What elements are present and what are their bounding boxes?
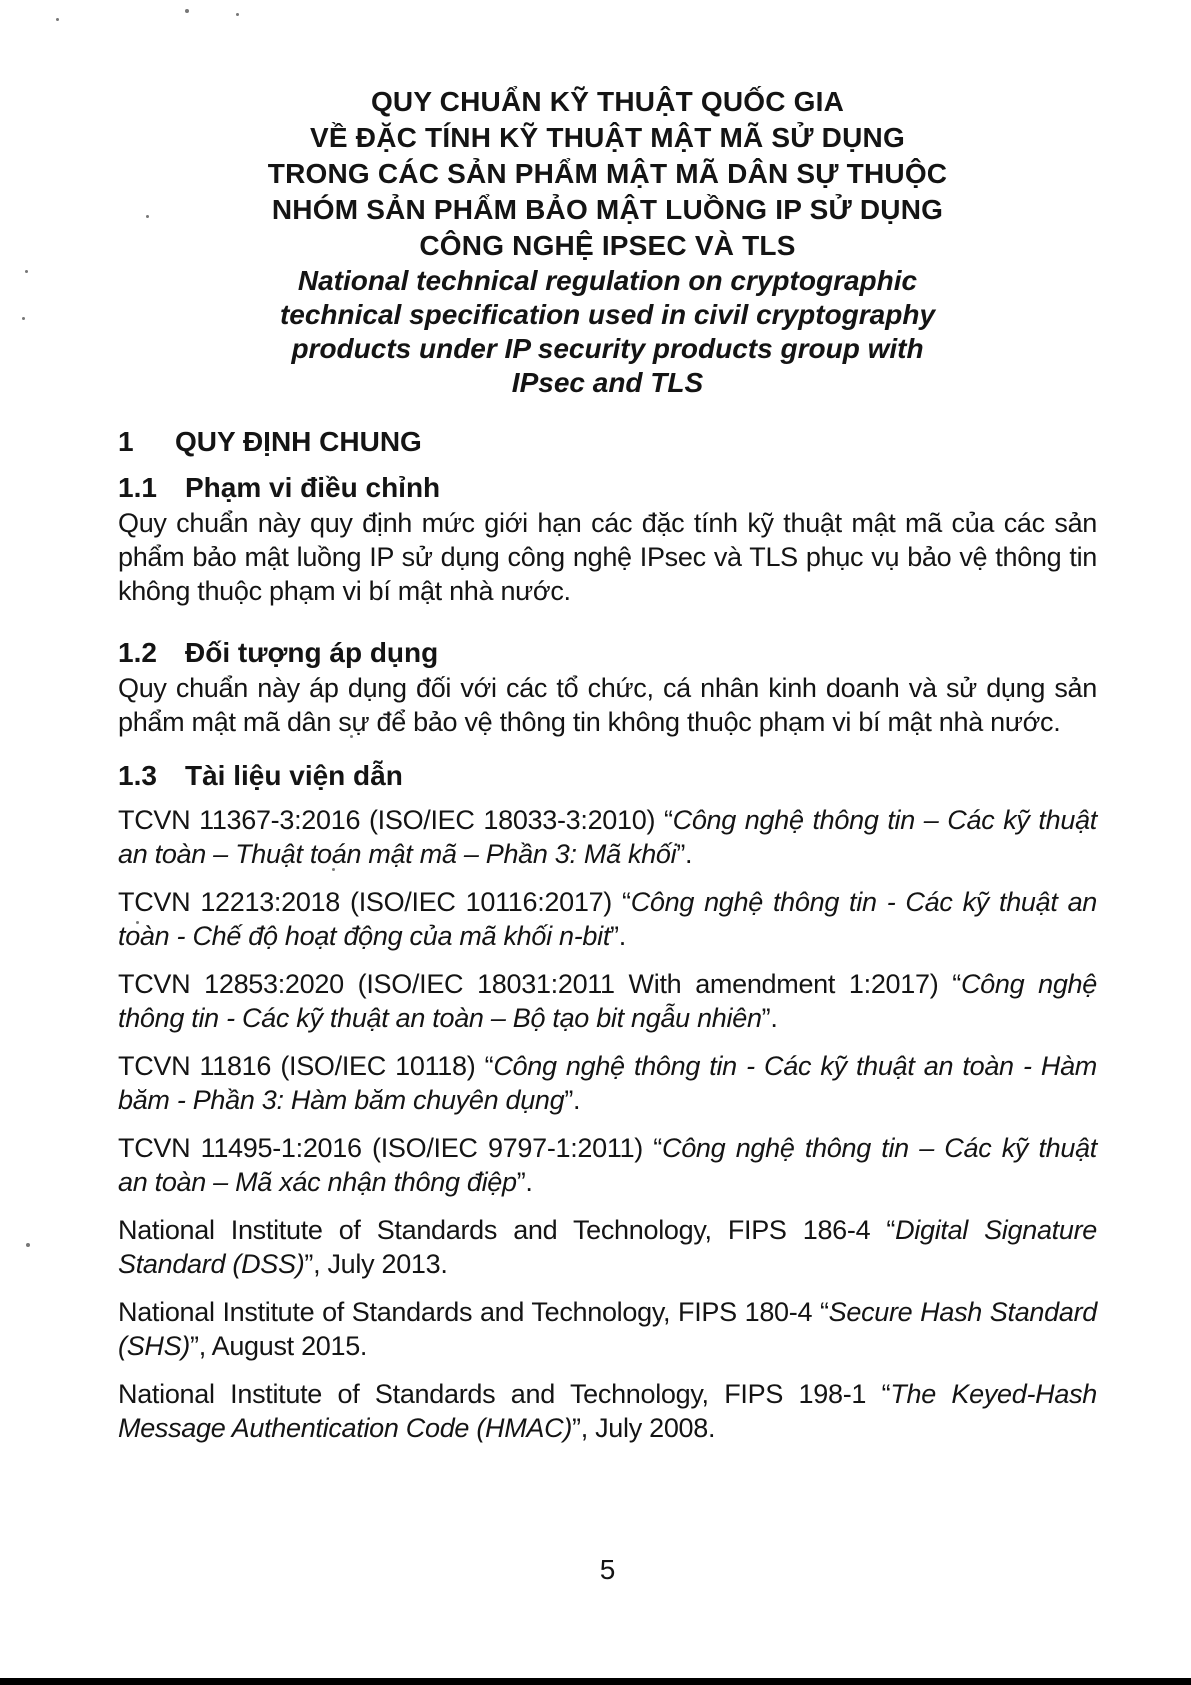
reference-text: ”, August 2015. bbox=[190, 1331, 368, 1361]
section-heading-text: Phạm vi điều chỉnh bbox=[185, 472, 441, 503]
title-line: NHÓM SẢN PHẨM BẢO MẬT LUỒNG IP SỬ DỤNG bbox=[271, 194, 944, 225]
subtitle-line: National technical regulation on cryptographic bbox=[297, 265, 918, 296]
subtitle-line: IPsec and TLS bbox=[511, 367, 704, 398]
reference-item bbox=[118, 967, 1097, 1035]
section-heading-text: Tài liệu viện dẫn bbox=[185, 760, 403, 791]
document-title bbox=[118, 84, 1097, 264]
reference-item bbox=[118, 1049, 1097, 1117]
section-heading-references bbox=[118, 758, 1097, 794]
reference-text: ”. bbox=[516, 1167, 533, 1197]
reference-item bbox=[118, 1295, 1097, 1363]
subtitle-line: products under IP security products group with bbox=[291, 333, 924, 364]
section-number: 1 bbox=[118, 426, 134, 457]
reference-title-italic: Công nghệ thông tin - Các kỹ thuật an toàn - Chế độ hoạt động của mã khối n-bit bbox=[118, 887, 1098, 951]
scan-speck bbox=[25, 270, 28, 273]
title-line: QUY CHUẨN KỸ THUẬT QUỐC GIA bbox=[370, 86, 845, 117]
reference-title-italic: Digital Signature Standard (DSS) bbox=[118, 1215, 1097, 1279]
reference-item bbox=[118, 885, 1097, 953]
paragraph-scope: Quy chuẩn này quy định mức giới hạn các đặc tính kỹ thuật mật mã của các sản phẩm bảo mật luồng IP sử dụng công nghệ IPsec và TLS phục vụ bảo vệ thông tin không thuộc phạm vi bí mật nhà nước. bbox=[118, 508, 1097, 606]
reference-item bbox=[118, 1213, 1097, 1281]
section-heading-text: Đối tượng áp dụng bbox=[185, 637, 439, 668]
section-number: 1.1 bbox=[118, 472, 157, 503]
reference-item bbox=[118, 803, 1097, 871]
reference-text: TCVN 11816 (ISO/IEC 10118) “ bbox=[118, 1051, 494, 1081]
reference-text: National Institute of Standards and Technology, FIPS 198-1 “ bbox=[118, 1379, 891, 1409]
reference-item bbox=[118, 1377, 1097, 1445]
reference-text: ”, July 2008. bbox=[572, 1413, 716, 1443]
scan-speck bbox=[22, 317, 25, 320]
references-list bbox=[118, 803, 1097, 1445]
scan-speck bbox=[185, 9, 189, 13]
document-content bbox=[118, 84, 1097, 1445]
reference-text: ”. bbox=[761, 1003, 778, 1033]
page-bottom-rule bbox=[0, 1678, 1191, 1685]
reference-text: ”. bbox=[676, 839, 693, 869]
title-line: CÔNG NGHỆ IPSEC VÀ TLS bbox=[419, 230, 796, 261]
reference-title-italic: Công nghệ thông tin - Các kỹ thuật an toàn - Hàm băm - Phần 3: Hàm băm chuyên dụng bbox=[118, 1051, 1097, 1115]
reference-text: TCVN 12213:2018 (ISO/IEC 10116:2017) “ bbox=[118, 887, 631, 917]
section-heading-text: QUY ĐỊNH CHUNG bbox=[175, 426, 422, 457]
reference-text: TCVN 12853:2020 (ISO/IEC 18031:2011 With amendment 1:2017) “ bbox=[118, 969, 961, 999]
title-line: TRONG CÁC SẢN PHẨM MẬT MÃ DÂN SỰ THUỘC bbox=[267, 158, 948, 189]
reference-text: National Institute of Standards and Technology, FIPS 180-4 “ bbox=[118, 1297, 829, 1327]
section-heading-general bbox=[118, 424, 1097, 460]
subtitle-line: technical specification used in civil cryptography bbox=[279, 299, 936, 330]
reference-text: ”, July 2013. bbox=[304, 1249, 448, 1279]
page-number: 5 bbox=[599, 1554, 616, 1585]
scan-speck bbox=[26, 1243, 30, 1247]
reference-item bbox=[118, 1131, 1097, 1199]
title-line: VỀ ĐẶC TÍNH KỸ THUẬT MẬT MÃ SỬ DỤNG bbox=[310, 122, 905, 153]
reference-title-italic: Công nghệ thông tin – Các kỹ thuật an toàn – Mã xác nhận thông điệp bbox=[118, 1133, 1098, 1197]
section-number: 1.2 bbox=[118, 637, 157, 668]
reference-text: TCVN 11367-3:2016 (ISO/IEC 18033-3:2010) “ bbox=[118, 805, 673, 835]
reference-text: ”. bbox=[610, 921, 626, 951]
reference-title-italic: Công nghệ thông tin - Các kỹ thuật an toàn – Bộ tạo bit ngẫu nhiên bbox=[118, 969, 1097, 1033]
section-heading-subjects bbox=[118, 635, 1097, 671]
reference-text: National Institute of Standards and Technology, FIPS 186-4 “ bbox=[118, 1215, 896, 1245]
reference-title-italic: The Keyed-Hash Message Authentication Code (HMAC) bbox=[118, 1379, 1097, 1443]
reference-title-italic: Secure Hash Standard (SHS) bbox=[118, 1297, 1097, 1361]
document-subtitle bbox=[118, 264, 1097, 400]
section-heading-scope bbox=[118, 470, 1097, 506]
scan-speck bbox=[56, 18, 59, 21]
section-number: 1.3 bbox=[118, 760, 157, 791]
paragraph-subjects: Quy chuẩn này áp dụng đối với các tổ chức, cá nhân kinh doanh và sử dụng sản phẩm mật mã dân sự để bảo vệ thông tin không thuộc phạm vi bí mật nhà nước. bbox=[118, 673, 1097, 737]
reference-text: TCVN 11495-1:2016 (ISO/IEC 9797-1:2011) “ bbox=[118, 1133, 663, 1163]
scan-speck bbox=[236, 13, 239, 16]
reference-text: ”. bbox=[564, 1085, 581, 1115]
reference-title-italic: Công nghệ thông tin – Các kỹ thuật an toàn – Thuật toán mật mã – Phần 3: Mã khối bbox=[118, 805, 1097, 869]
